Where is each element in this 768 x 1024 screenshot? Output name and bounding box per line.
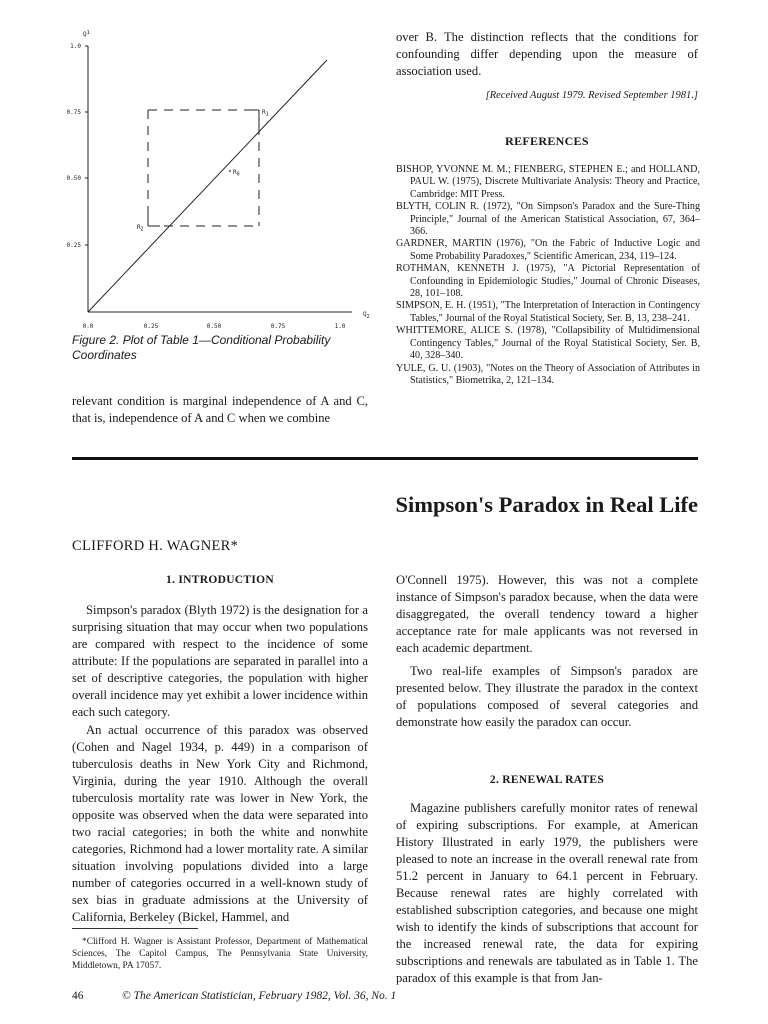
- author-name: CLIFFORD H. WAGNER*: [72, 538, 239, 554]
- page-number: 46: [72, 990, 84, 1002]
- y-tick-label: 0.50: [66, 175, 81, 182]
- reference-item: ROTHMAN, KENNETH J. (1975), "A Pictorial Representation of Confounding in Epidemiologic Studies," Journal of Chronic Diseases, 28, 101–108.: [396, 263, 700, 300]
- journal-citation: © The American Statistician, February 1982, Vol. 36, No. 1: [122, 990, 397, 1002]
- left-continuation-text: relevant condition is marginal independence of A and C, that is, independence of A and C when we combine: [72, 394, 368, 425]
- x-tick-label: 0.75: [270, 323, 286, 330]
- paragraph: Two real-life examples of Simpson's paradox are presented below. They illustrate the paradox in the context of populations composed of several categories and demonstrate how easily the paradox can occur.: [396, 664, 698, 729]
- right-continuation-text: over B. The distinction reflects that the conditions for confounding differ depending upon the measure of association used.: [396, 30, 698, 78]
- x-tick-label: 0.25: [143, 323, 159, 330]
- paragraph: O'Connell 1975). However, this was not a complete instance of Simpson's paradox because, when the data were disaggregated, the overall tendency toward a higher acceptance rate for male applicants was not reversed in each academic department.: [396, 573, 698, 655]
- renewal-rates-body: [396, 800, 698, 987]
- x-tick-label: 0.0: [82, 323, 94, 330]
- renewal-rates-heading: 2. RENEWAL RATES: [489, 774, 605, 786]
- y-tick-label: 1.0: [70, 43, 81, 50]
- footnote-rule: [72, 928, 198, 929]
- point-r2-label: $R_2$: [137, 224, 144, 233]
- x-tick-label: 1.0: [334, 323, 346, 330]
- received-note: [Received August 1979. Revised September 1981.]: [485, 90, 698, 101]
- right-column-body: [396, 572, 698, 731]
- article-title: Simpson's Paradox in Real Life: [395, 492, 698, 517]
- references-list: [396, 164, 700, 387]
- point-r0: [229, 170, 231, 172]
- figure-caption: Figure 2. Plot of Table 1—Conditional Probability Coordinates: [72, 333, 331, 362]
- paragraph: An actual occurrence of this paradox was observed (Cohen and Nagel 1934, p. 449) in a comparison of tuberculosis deaths in New York City and Richmond, Virginia, during the year 1910. Although the overall tuberculosis mortality rate was lower in New York, the opposite was observed when the data were separated into two racial categories; in both the white and nonwhite categories, Richmond had a lower mortality rate. A similar situation involving populations divided into a large number of categories occurred in a well-known study of sex bias in graduate admissions at the University of California, Berkeley (Bickel, Hammel, and: [72, 723, 368, 924]
- paragraph: Simpson's paradox (Blyth 1972) is the designation for a surprising situation that may occur when two populations are compared with respect to the incidence of some attribute: If the populations are separated in parallel into a set of descriptive categories, the population with higher overall incidence may yet exhibit a lower incidence within each such category.: [72, 603, 368, 719]
- y-axis-label: $Q^1$: [83, 30, 90, 38]
- point-r0-label: $R_0$: [233, 169, 240, 178]
- figure-2-plot: [40, 18, 380, 330]
- point-r1-label: $R_1$: [262, 109, 269, 118]
- section-divider: [72, 457, 698, 460]
- reference-item: WHITTEMORE, ALICE S. (1978), "Collapsibility of Multidimensional Contingency Tables," Journal of the Royal Statistical Society, Ser. B, 40, 328–340.: [396, 325, 700, 362]
- y-tick-label: 0.25: [66, 242, 81, 249]
- diagonal-line: [88, 60, 327, 312]
- x-axis-label: $Q_2$: [363, 311, 370, 320]
- x-tick-label: 0.50: [206, 323, 222, 330]
- y-tick-label: 0.75: [66, 109, 81, 116]
- introduction-heading: 1. INTRODUCTION: [165, 574, 274, 586]
- reference-item: BISHOP, YVONNE M. M.; FIENBERG, STEPHEN E.; and HOLLAND, PAUL W. (1975), Discrete Multivariate Analysis: Theory and Practice, Cambridge: MIT Press.: [396, 164, 700, 200]
- references-heading: REFERENCES: [505, 134, 589, 148]
- introduction-body: [72, 602, 368, 926]
- reference-item: BLYTH, COLIN R. (1972), "On Simpson's Paradox and the Sure-Thing Principle," Journal of the American Statistical Association, 67, 364–366.: [396, 201, 700, 238]
- author-footnote: *Clifford H. Wagner is Assistant Professor, Department of Mathematical Sciences, The Capitol Campus, The Pennsylvania State University, Middletown, PA 17057.: [72, 937, 368, 971]
- reference-item: YULE, G. U. (1903), "Notes on the Theory of Association of Attributes in Statistics," Biometrika, 2, 121–134.: [396, 362, 700, 386]
- reference-item: GARDNER, MARTIN (1976), "On the Fabric of Inductive Logic and Some Probability Paradoxes," Scientific American, 234, 119–124.: [396, 238, 700, 262]
- paragraph: Magazine publishers carefully monitor rates of renewal of expiring subscriptions. For example, at American History Illustrated in early 1979, the publishers were pleased to note an increase in the overall renewal rate from 51.2 percent in January to 64.1 percent in February. Because renewal rates are highly correlated with established subscription categories, and because one might wish to identify the kinds of subscriptions that account for the increased renewal rate, the data for expiring subscriptions and renewals are tabulated as in Table 1. The paradox of this example is that from Jan-: [396, 801, 698, 985]
- reference-item: SIMPSON, E. H. (1951), "The Interpretation of Interaction in Contingency Tables," Journal of the Royal Statistical Society, Ser. B, 13, 238–241.: [396, 300, 700, 324]
